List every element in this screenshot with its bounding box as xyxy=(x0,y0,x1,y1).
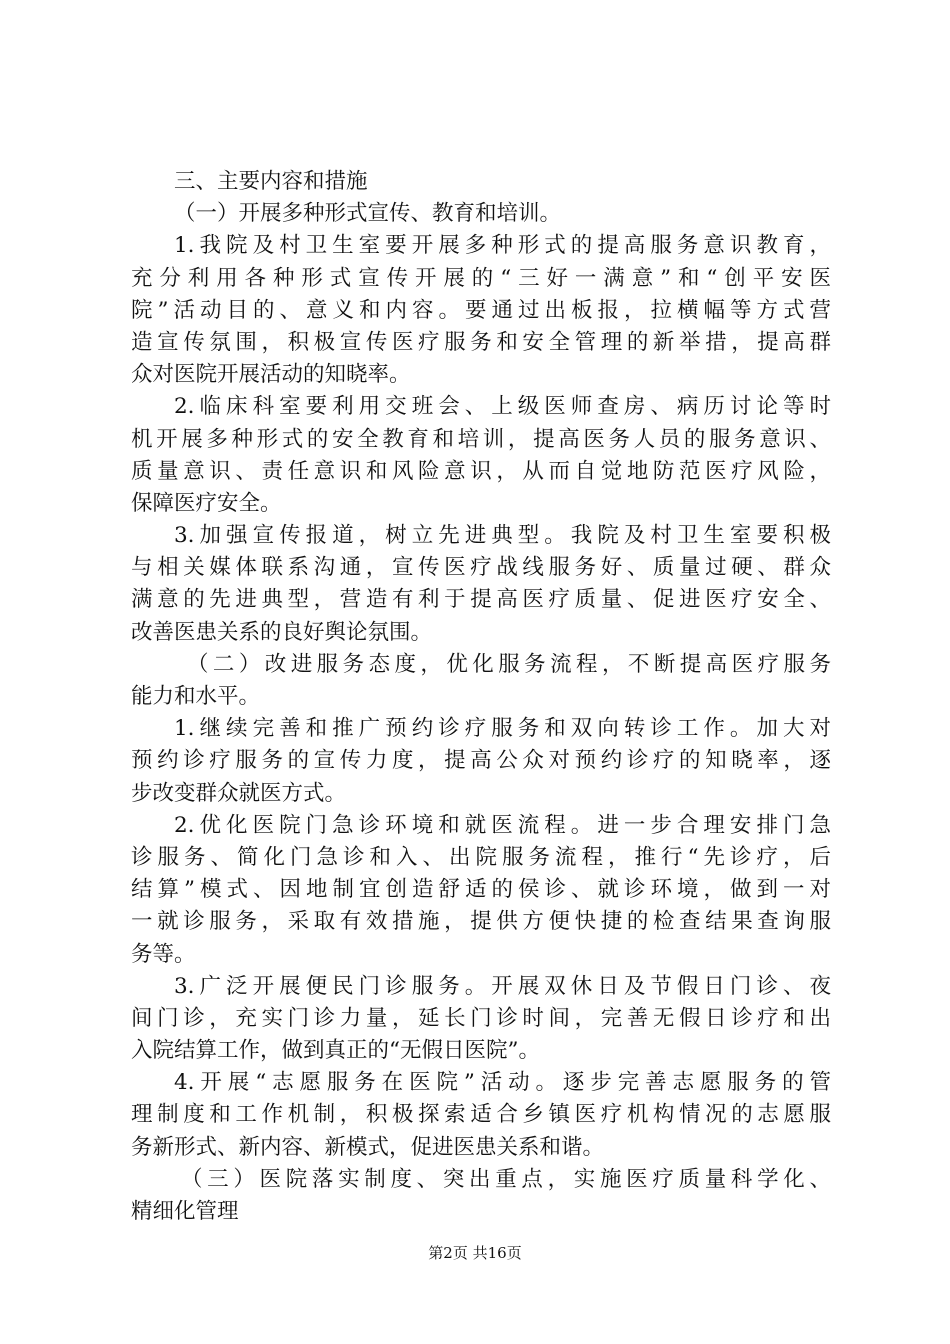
paragraph-line: 理制度和工作机制，积极探索适合乡镇医疗机构情况的志愿服 xyxy=(131,1102,831,1128)
paragraph-line: 预约诊疗服务的宣传力度，提高公众对预约诊疗的知晓率，逐 xyxy=(131,748,831,774)
paragraph-line: 3.广泛开展便民门诊服务。开展双休日及节假日门诊、夜 xyxy=(174,973,831,999)
section-heading: 三、主要内容和措施 xyxy=(174,169,368,194)
paragraph-line: 改善医患关系的良好舆论氛围。 xyxy=(131,619,433,645)
paragraph-line: 与相关媒体联系沟通，宣传医疗战线服务好、质量过硬、群众 xyxy=(131,555,831,581)
paragraph-line: 间门诊，充实门诊力量，延长门诊时间，完善无假日诊疗和出 xyxy=(131,1005,831,1031)
paragraph-line: 诊服务、简化门急诊和入、出院服务流程，推行“先诊疗，后 xyxy=(131,844,831,870)
subsection-heading: （二）改进服务态度，优化服务流程，不断提高医疗服务 xyxy=(187,651,831,677)
document-body xyxy=(131,166,831,1228)
paragraph-line: 4.开展“志愿服务在医院”活动。逐步完善志愿服务的管 xyxy=(174,1070,831,1096)
paragraph-line: 充分利用各种形式宣传开展的“三好一满意”和“创平安医 xyxy=(131,265,831,291)
subsection-heading: （三）医院落实制度、突出重点，实施医疗质量科学化、 xyxy=(181,1166,831,1192)
paragraph-line: 结算”模式、因地制宜创造舒适的侯诊、就诊环境，做到一对 xyxy=(131,877,831,903)
paragraph-line: 质量意识、责任意识和风险意识，从而自觉地防范医疗风险， xyxy=(131,458,831,484)
subsection-heading: 精细化管理 xyxy=(131,1199,239,1224)
page-number-footer: 第2页 共16页 xyxy=(428,1244,522,1262)
subsection-heading: 能力和水平。 xyxy=(131,684,261,709)
paragraph-line: 保障医疗安全。 xyxy=(131,490,282,516)
paragraph-line: 3.加强宣传报道，树立先进典型。我院及村卫生室要积极 xyxy=(174,523,831,549)
paragraph-line: 1.我院及村卫生室要开展多种形式的提高服务意识教育， xyxy=(174,233,831,259)
paragraph-line: 务等。 xyxy=(131,941,196,967)
paragraph-line: 一就诊服务，采取有效措施，提供方便快捷的检查结果查询服 xyxy=(131,909,831,935)
paragraph-line: 步改变群众就医方式。 xyxy=(131,780,347,806)
paragraph-line: 务新形式、新内容、新模式，促进医患关系和谐。 xyxy=(131,1134,605,1160)
paragraph-line: 院”活动目的、意义和内容。要通过出板报，拉横幅等方式营 xyxy=(131,297,831,323)
paragraph-line: 机开展多种形式的安全教育和培训，提高医务人员的服务意识、 xyxy=(131,426,831,452)
paragraph-line: 众对医院开展活动的知晓率。 xyxy=(131,362,411,388)
paragraph-line: 入院结算工作，做到真正的“无假日医院”。 xyxy=(131,1038,540,1064)
subsection-heading: （一）开展多种形式宣传、教育和培训。 xyxy=(174,201,562,227)
paragraph-line: 造宣传氛围，积极宣传医疗服务和安全管理的新举措，提高群 xyxy=(131,329,831,355)
paragraph-line: 2.临床科室要利用交班会、上级医师查房、病历讨论等时 xyxy=(174,394,831,420)
paragraph-line: 1.继续完善和推广预约诊疗服务和双向转诊工作。加大对 xyxy=(174,716,831,742)
paragraph-line: 2.优化医院门急诊环境和就医流程。进一步合理安排门急 xyxy=(174,812,831,838)
paragraph-line: 满意的先进典型，营造有利于提高医疗质量、促进医疗安全、 xyxy=(131,587,831,613)
